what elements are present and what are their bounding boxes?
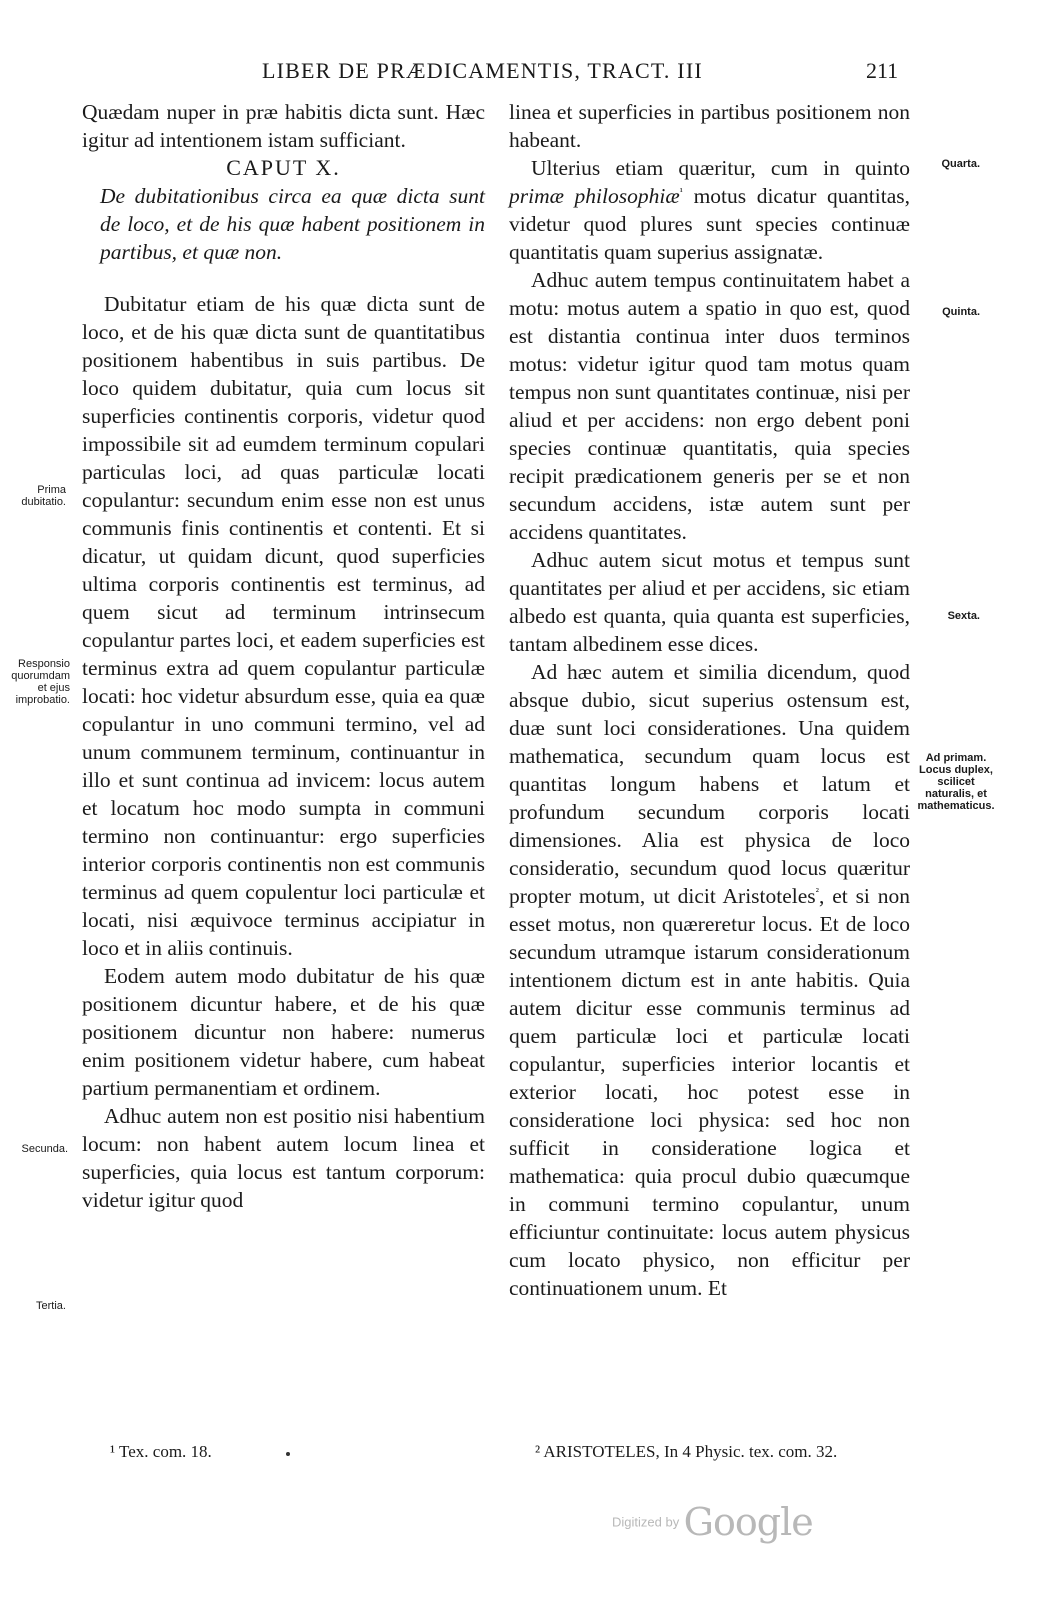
paragraph-tempus: Adhuc autem tempus continuitatem habet a motu: motus autem a spatio in quo est, quod est distantia continua inter duos terminos motus: videtur igitur quod tam motus quam tempus non sunt quantitates continuæ, nisi per aliud et per accidens: non ergo debent poni species continuæ quantitatis, quia species recipit prædicationem generis per se et non secundum accidens, istæ autem sunt per accidens quantitates. — [509, 268, 910, 544]
paragraph-albedo: Adhuc autem sicut motus et tempus sunt quantitates per aliud et per accidens, sic etiam albedo est quanta, quia quanta est superficies, tantam albedinem esse dices. — [509, 548, 910, 656]
paragraph-eodem: Eodem autem modo dubitatur de his quæ positionem dicuntur habere, et de his quæ positionem dicuntur non habere: numerus enim positionem videtur habere, cum habeat partium permanentiam et ordinem. — [82, 964, 485, 1100]
paragraph-adhuc: Adhuc autem non est positio nisi habentium locum: non habent autem locum linea et superficies, quia locus est tantum corporum: videtur igitur quod — [82, 1104, 485, 1212]
left-column — [82, 98, 485, 1214]
google-logo: Google — [683, 1500, 813, 1544]
page-number: 211 — [866, 58, 899, 83]
work-title-prima-philosophia: primæ philosophiæ — [509, 184, 680, 208]
paragraph-ulterius-text-c: motus dicatur quantitas, videtur quod plures sunt species continuæ quantitatis quam superius assignatæ. — [509, 184, 910, 264]
margin-note-tertia: Tertia. — [36, 1300, 66, 1312]
intro-paragraph: Quædam nuper in præ habitis dicta sunt. Hæc igitur ad intentionem istam sufficiant. — [82, 100, 485, 152]
margin-note-quarta: Quarta. — [941, 158, 980, 170]
margin-note-secunda: Secunda. — [21, 1143, 68, 1155]
print-dot — [286, 1452, 290, 1456]
footnote-marker-2: ² — [815, 885, 819, 898]
paragraph-ulterius — [509, 154, 910, 266]
paragraph-ad-haec — [509, 658, 910, 1302]
margin-note-responsio: Responsio quorumdam et ejus improbatio. — [11, 658, 70, 706]
paragraph-ad-haec-text-a: Ad hæc autem et similia dicendum, quod absque dubio, sicut superius ostensum est, duæ sunt loci considerationes. Una quidem mathematica, secundum quam locus est quantitas longum habens et latum et profundum secundum corporis locati dimensiones. Alia est physica de loco consideratio, secundum quod locus quæritur propter motum, ut dicit Aristoteles — [509, 660, 910, 908]
chapter-heading: CAPUT X. — [226, 155, 341, 180]
margin-note-sexta: Sexta. — [947, 610, 980, 622]
paragraph-ulterius-text-a: Ulterius etiam quæritur, cum in quinto — [531, 156, 910, 180]
running-header-title: LIBER DE PRÆDICAMENTIS, TRACT. III — [262, 58, 703, 83]
margin-note-ad-primam: Ad primam. Locus duplex, scilicet naturalis, et mathematicus. — [917, 752, 995, 812]
margin-note-quinta: Quinta. — [942, 306, 980, 318]
digitized-watermark — [612, 1500, 813, 1544]
watermark-prefix: Digitized by — [612, 1514, 680, 1530]
footnote-left: ¹ Tex. com. 18. — [110, 1442, 212, 1461]
paragraph-dubitatur: Dubitatur etiam de his quæ dicta sunt de loco, et de his quæ dicta sunt de quantitatibus positionem habentibus in suis partibus. De loco quidem dubitatur, quia cum locus sit superficies continentis corporis, videtur quod impossibile sit ad eumdem terminum copulari particulas loci, ad quas particulæ locati copulantur: secundum enim esse non est unus communis finis continentis et contenti. Et si dicatur, ut quidam dicunt, quod superficies ultima corporis continentis est terminus, ad quem sicut ad terminum intrinsecum copulantur partes loci, et eadem superficies est terminus extra ad quem copulantur particulæ locati: hoc videtur absurdum esse, quia ea quæ copulantur in uno communi termino, vel ad unum communem terminum, continuantur in illo et sunt continua ad invicem: locus autem et locatum hoc modo sumpta in communi termino non continuantur: ergo superficies interior corporis continentis non est communis terminus ad quem copulentur loci particulæ et locati, nisi æquivoce terminus accipiatur in loco et in aliis continuis. — [82, 292, 485, 960]
margin-note-prima: Prima dubitatio. — [21, 484, 66, 508]
footnote-marker-1: ¹ — [679, 185, 683, 198]
paragraph-ad-haec-text-b: , et si non esset motus, non quæreretur locus. Et de loco secundum utramque istarum considerationum intentionem dictum est in ante habitis. Quia autem dicitur esse communis terminus ad quem particulæ loci et particulæ locati copulantur, superficies interior locantis et exterior locati, hoc potest esse in consideratione loci physica: sed hoc non sufficit in consideratione logica et mathematica: quia procul dubio quæcumque in communi termino copulantur, unum efficiuntur continuitate: locus autem physicus cum locato physico, non efficitur per continuationem unum. Et — [509, 884, 911, 1300]
footnote-right: ² ARISTOTELES, In 4 Physic. tex. com. 32. — [535, 1442, 838, 1461]
right-column — [509, 98, 910, 1302]
chapter-rubric: De dubitationibus circa ea quæ dicta sunt de loco, et de his quæ habent positionem in partibus, et quæ non. — [100, 184, 485, 264]
paragraph-linea: linea et superficies in partibus positionem non habeant. — [509, 100, 910, 152]
